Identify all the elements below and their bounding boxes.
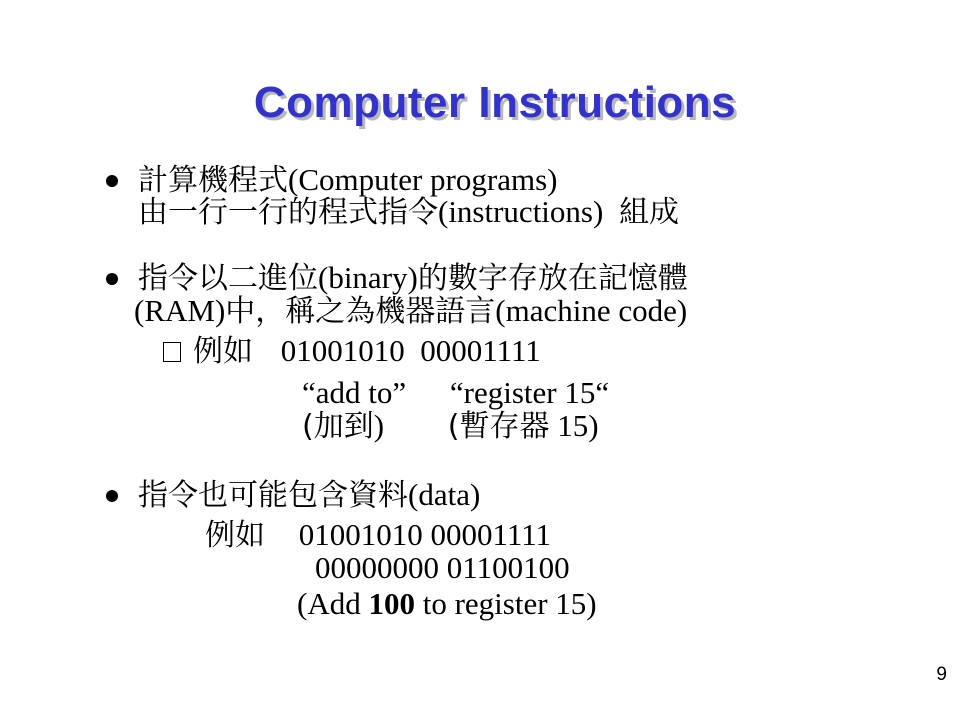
bullet-2-en-2b: (machine code)	[495, 293, 688, 328]
slide-title: Computer Instructions	[253, 78, 737, 127]
note-pre: (Add	[297, 586, 369, 621]
translation-add: (加到	[302, 409, 374, 444]
bullet-1-line-1	[138, 164, 557, 196]
bullet-2-en-2a: (RAM)	[134, 293, 226, 328]
bullet-dot	[106, 175, 118, 187]
bullet-dot	[106, 490, 118, 502]
bullet-2-cjk-1b: 的數字存放在記憶體	[417, 261, 688, 296]
bullet-1-cjk-2b: 組成	[619, 195, 680, 230]
meaning-register: “register 15“	[449, 375, 610, 410]
bullet-2-line-2	[134, 295, 687, 327]
example-label-2: 例如	[205, 518, 265, 553]
meaning-add-to: “add to”	[302, 375, 407, 410]
bullet-2-line-1	[138, 262, 688, 294]
bullet-2-cjk-2: 中，稱之為機器語言	[225, 294, 496, 329]
bullet-1-en-2: (instructions)	[438, 194, 604, 229]
bullet-2-cjk-1a: 指令以二進位	[138, 261, 318, 296]
note-bold-value: 100	[368, 586, 415, 621]
bullet-3-line-1	[138, 479, 480, 511]
sub-bullet-box	[163, 342, 181, 362]
bullet-1-cjk: 計算機程式	[138, 163, 288, 198]
example-code-2: 00000000 01100100	[315, 550, 570, 585]
bullet-dot	[106, 273, 118, 285]
translation-register-number: 15)	[549, 408, 599, 443]
translation-close: )	[373, 408, 385, 443]
bullet-1-en: (Computer programs)	[288, 162, 558, 197]
bullet-3-example-2	[315, 552, 570, 583]
bullet-3-note	[297, 588, 597, 619]
bullet-2-meaning	[302, 377, 609, 408]
bullet-1-line-2	[138, 196, 679, 228]
bullet-1-cjk-2a: 由一行一行的程式指令	[138, 195, 438, 230]
bullet-3-cjk: 指令也可能包含資料	[138, 478, 408, 513]
bullet-3-en: (data)	[408, 477, 481, 512]
bullet-2-en-1: (binary)	[318, 260, 418, 295]
example-code: 01001010 00001111	[280, 333, 541, 368]
example-label: 例如	[193, 334, 253, 369]
translation-register: (暫存器	[447, 409, 550, 444]
bullet-3-example	[205, 519, 551, 551]
bullet-2-example	[193, 335, 541, 367]
note-post: to register 15)	[414, 586, 597, 621]
bullet-2-translation	[302, 410, 599, 442]
example-code-1: 01001010 00001111	[298, 517, 552, 552]
page-number: 9	[936, 664, 947, 685]
